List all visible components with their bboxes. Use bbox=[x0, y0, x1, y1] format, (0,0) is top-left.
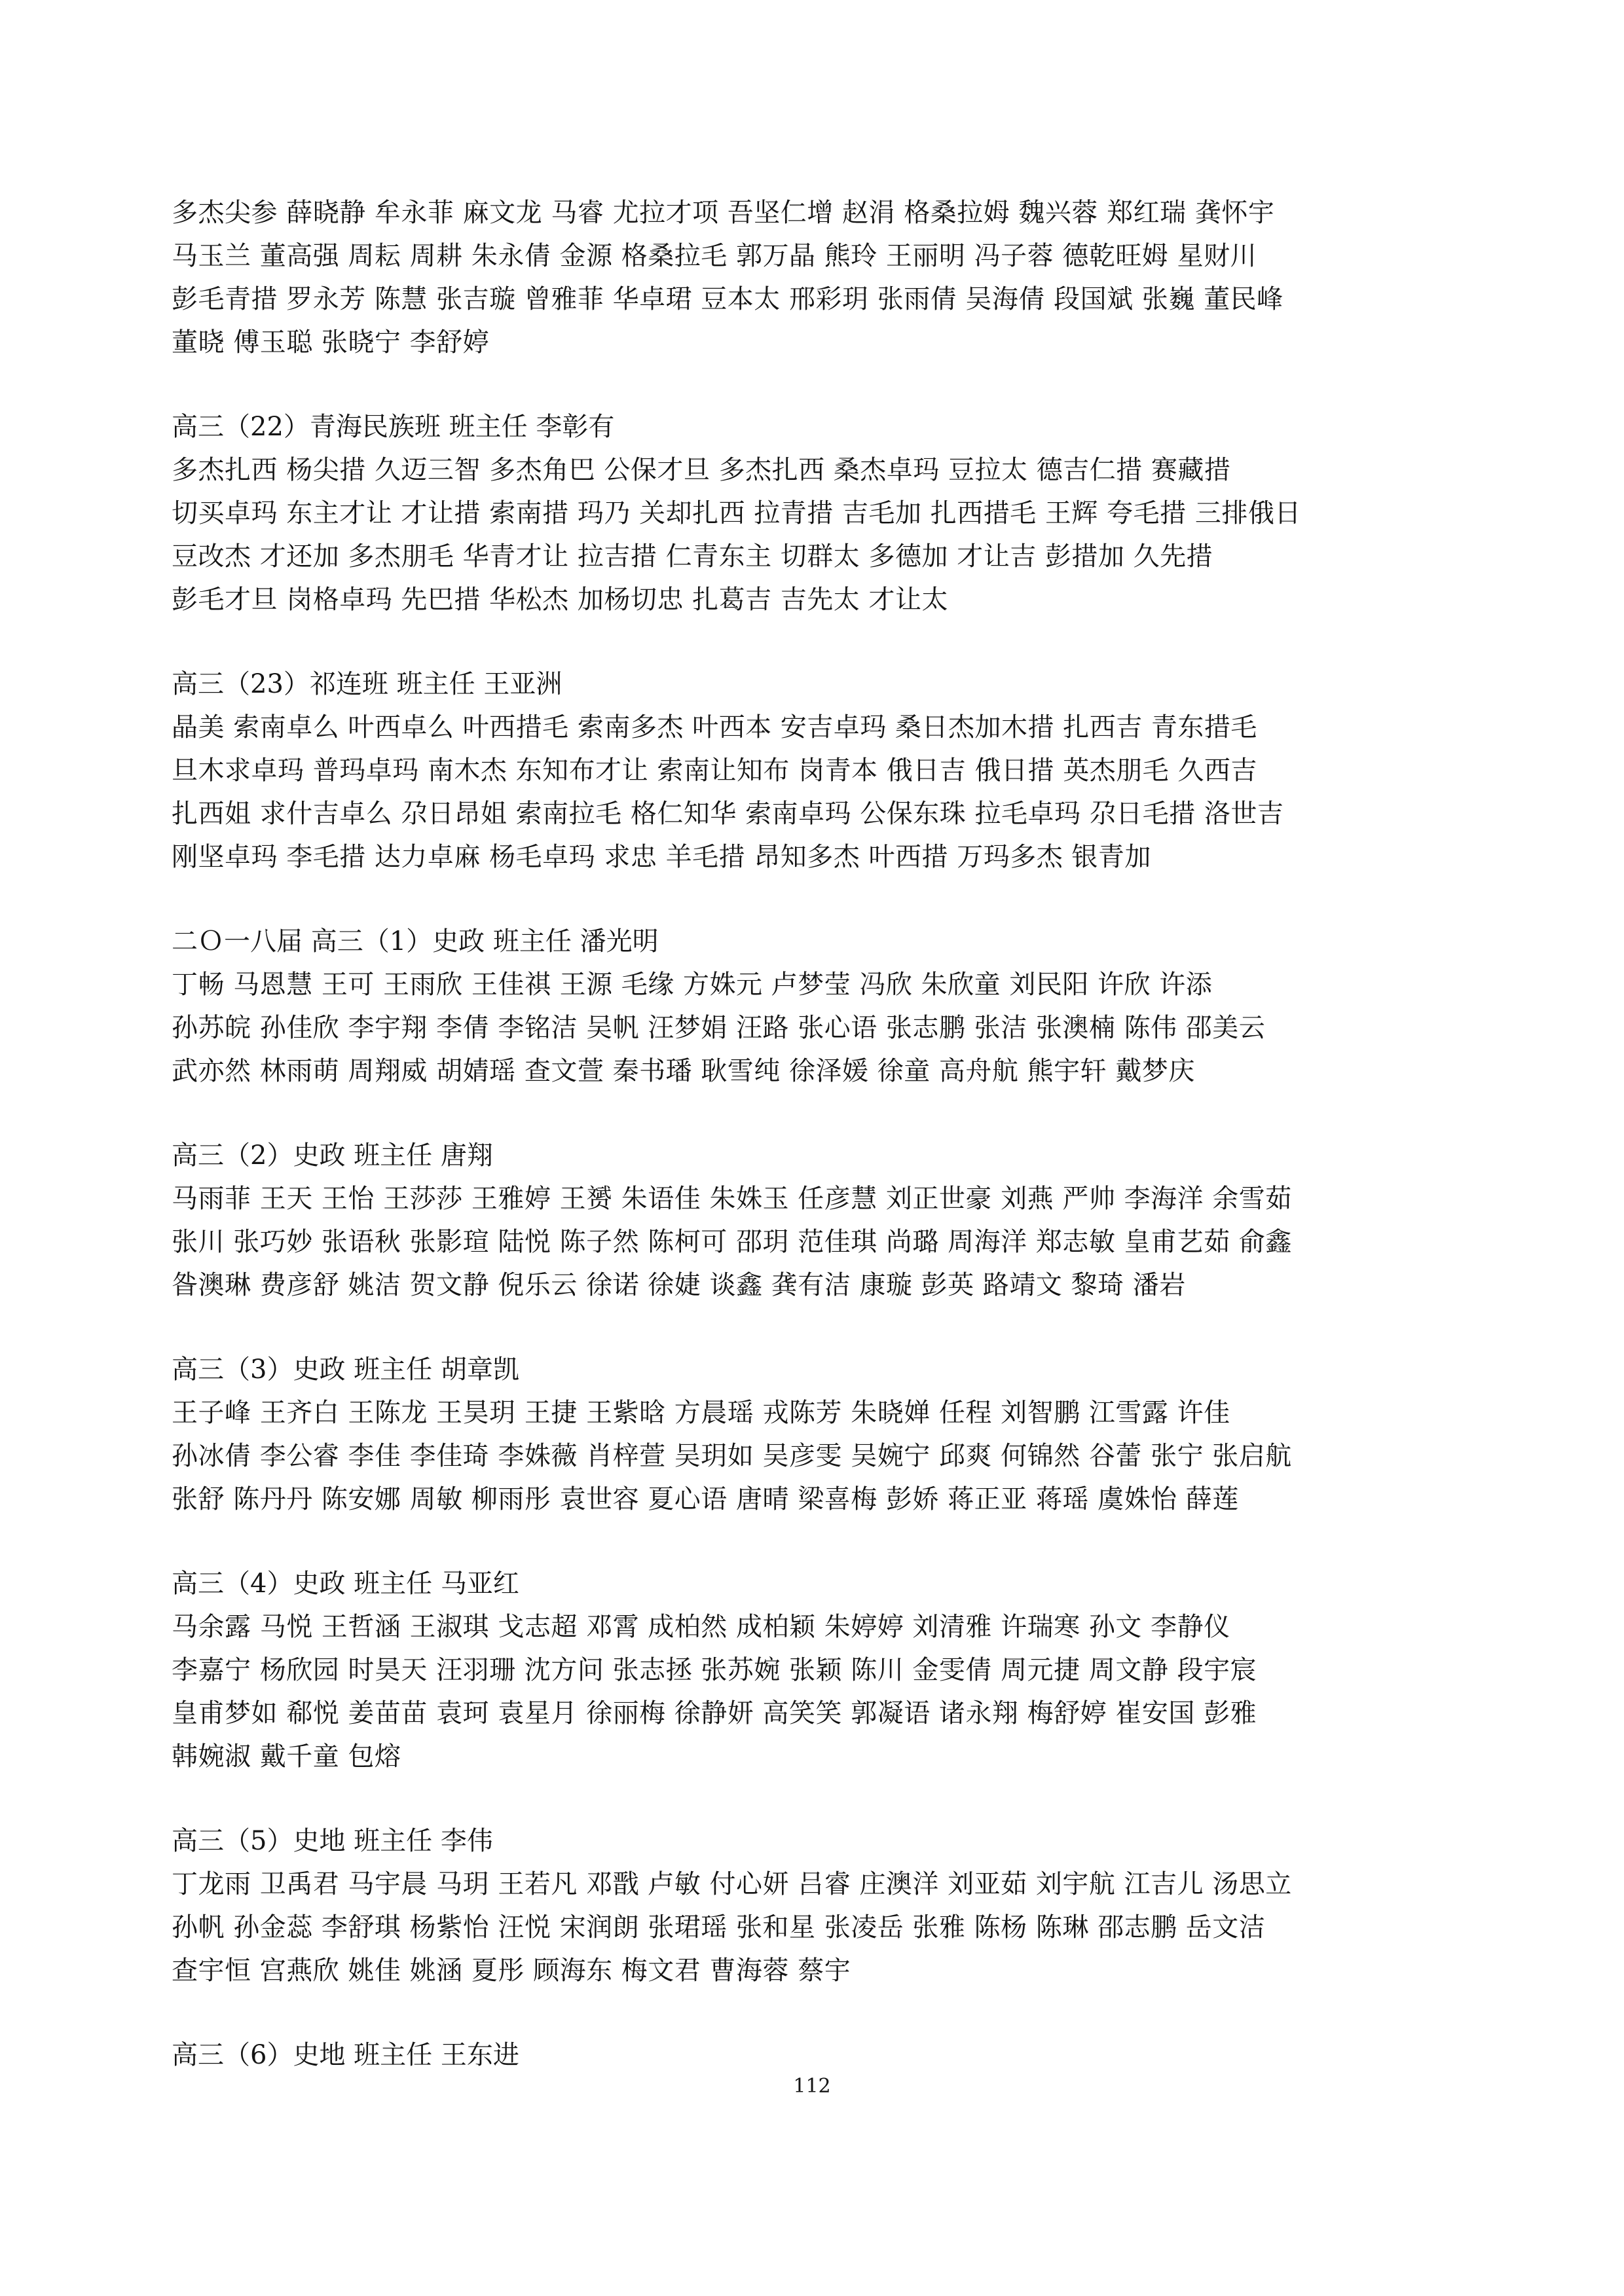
name-line: 多杰扎西 杨尖措 久迈三智 多杰角巴 公保才旦 多杰扎西 桑杰卓玛 豆拉太 德吉仁措 赛藏措 bbox=[172, 455, 1231, 485]
name-line: 扎西姐 求什吉卓么 尕日昂姐 索南拉毛 格仁知华 索南卓玛 公保东珠 拉毛卓玛 尕日毛措 洛世吉 bbox=[172, 799, 1284, 829]
name-line: 李嘉宁 杨欣园 时昊天 汪羽珊 沈方问 张志拯 张苏婉 张颖 陈川 金雯倩 周元捷 周文静 段宇宸 bbox=[172, 1655, 1257, 1685]
name-line: 皇甫梦如 郗悦 姜苗苗 袁珂 袁星月 徐丽梅 徐静妍 高笑笑 郭凝语 诸永翔 梅舒婷 崔安国 彭雅 bbox=[172, 1698, 1257, 1728]
class-section bbox=[172, 2033, 1475, 2077]
name-line: 彭毛青措 罗永芳 陈慧 张吉璇 曾雅菲 华卓珺 豆本太 邢彩玥 张雨倩 吴海倩 段国斌 张巍 董民峰 bbox=[172, 284, 1283, 314]
name-line: 晶美 索南卓么 叶西卓么 叶西措毛 索南多杰 叶西本 安吉卓玛 桑日杰加木措 扎西吉 青东措毛 bbox=[172, 712, 1257, 742]
class-header: 高三（6）史地 班主任 王东进 bbox=[172, 2040, 519, 2070]
class-header: 高三（23）祁连班 班主任 王亚洲 bbox=[172, 669, 563, 699]
roster-content bbox=[172, 191, 1475, 2077]
name-line: 王子峰 王齐白 王陈龙 王昊玥 王捷 王紫晗 方晨瑶 戎陈芳 朱晓婵 任程 刘智鹏 江雪露 许佳 bbox=[172, 1398, 1230, 1428]
name-line: 马玉兰 董高强 周耘 周耕 朱永倩 金源 格桑拉毛 郭万晶 熊玲 王丽明 冯子蓉 德乾旺姆 星财川 bbox=[172, 241, 1257, 271]
class-section bbox=[172, 1348, 1475, 1521]
name-line: 孙苏皖 孙佳欣 李宇翔 李倩 李铭洁 吴帆 汪梦娟 汪路 张心语 张志鹏 张洁 张澳楠 陈伟 邵美云 bbox=[172, 1013, 1266, 1043]
name-line: 马雨菲 王天 王怡 王莎莎 王雅婷 王赟 朱语佳 朱姝玉 任彦慧 刘正世豪 刘燕 严帅 李海洋 余雪茹 bbox=[172, 1184, 1292, 1214]
name-line: 多杰尖参 薛晓静 牟永菲 麻文龙 马睿 尤拉才项 吾坚仁增 赵涓 格桑拉姆 魏兴蓉 郑红瑞 龚怀宇 bbox=[172, 198, 1275, 228]
class-section bbox=[172, 405, 1475, 621]
name-line: 韩婉淑 戴千童 包熔 bbox=[172, 1741, 401, 1772]
name-line: 武亦然 林雨萌 周翔威 胡婧瑶 查文萱 秦书璠 耿雪纯 徐泽媛 徐童 高舟航 熊宇轩 戴梦庆 bbox=[172, 1056, 1195, 1086]
class-header: 高三（5）史地 班主任 李伟 bbox=[172, 1826, 493, 1856]
page-number: 112 bbox=[793, 2075, 831, 2098]
name-line: 董晓 傅玉聪 张晓宁 李舒婷 bbox=[172, 327, 490, 357]
name-line: 查宇恒 宫燕欣 姚佳 姚涵 夏彤 顾海东 梅文君 曹海蓉 蔡宇 bbox=[172, 1956, 851, 1986]
name-line: 旦木求卓玛 普玛卓玛 南木杰 东知布才让 索南让知布 岗青本 俄日吉 俄日措 英杰朋毛 久西吉 bbox=[172, 756, 1257, 786]
name-line: 彭毛才旦 岗格卓玛 先巴措 华松杰 加杨切忠 扎葛吉 吉先太 才让太 bbox=[172, 585, 949, 615]
name-line: 切买卓玛 东主才让 才让措 索南措 玛乃 关却扎西 拉青措 吉毛加 扎西措毛 王辉 夸毛措 三排俄日 bbox=[172, 498, 1301, 528]
continuation-block bbox=[172, 191, 1475, 364]
class-section bbox=[172, 1819, 1475, 1992]
name-line: 张川 张巧妙 张语秋 张影瑄 陆悦 陈子然 陈柯可 邵玥 范佳琪 尚璐 周海洋 郑志敏 皇甫艺茹 俞鑫 bbox=[172, 1227, 1292, 1257]
name-line: 昝澳琳 费彦舒 姚洁 贺文静 倪乐云 徐诺 徐婕 谈鑫 龚有洁 康璇 彭英 路靖文 黎琦 潘岩 bbox=[172, 1270, 1186, 1300]
name-line: 马余露 马悦 王哲涵 王淑琪 戈志超 邓霄 成柏然 成柏颖 朱婷婷 刘清雅 许瑞寒 孙文 李静仪 bbox=[172, 1612, 1230, 1642]
class-section bbox=[172, 1134, 1475, 1307]
name-line: 丁龙雨 卫禹君 马宇晨 马玥 王若凡 邓戬 卢敏 付心妍 吕睿 庄澳洋 刘亚茹 刘宇航 江吉儿 汤思立 bbox=[172, 1869, 1292, 1899]
class-header: 高三（22）青海民族班 班主任 李彰有 bbox=[172, 412, 615, 442]
class-header: 高三（3）史政 班主任 胡章凯 bbox=[172, 1355, 519, 1385]
class-header: 高三（4）史政 班主任 马亚红 bbox=[172, 1569, 519, 1599]
name-line: 张舒 陈丹丹 陈安娜 周敏 柳雨彤 袁世容 夏心语 唐晴 梁喜梅 彭娇 蒋正亚 蒋瑶 虞姝怡 薛莲 bbox=[172, 1484, 1239, 1514]
class-section bbox=[172, 663, 1475, 879]
name-line: 豆改杰 才还加 多杰朋毛 华青才让 拉吉措 仁青东主 切群太 多德加 才让吉 彭措加 久先措 bbox=[172, 541, 1213, 572]
class-header: 二Ｏ一八届 高三（1）史政 班主任 潘光明 bbox=[172, 926, 659, 957]
class-section bbox=[172, 920, 1475, 1093]
name-line: 孙帆 孙金蕊 李舒琪 杨紫怡 汪悦 宋润朗 张珺瑶 张和星 张凌岳 张雅 陈杨 陈琳 邵志鹏 岳文洁 bbox=[172, 1912, 1266, 1942]
name-line: 孙冰倩 李公睿 李佳 李佳琦 李姝薇 肖梓萱 吴玥如 吴彦雯 吴婉宁 邱爽 何锦然 谷蕾 张宁 张启航 bbox=[172, 1441, 1292, 1471]
name-line: 刚坚卓玛 李毛措 达力卓麻 杨毛卓玛 求忠 羊毛措 昂知多杰 叶西措 万玛多杰 银青加 bbox=[172, 842, 1151, 872]
name-line: 丁畅 马恩慧 王可 王雨欣 王佳祺 王源 毛缘 方姝元 卢梦莹 冯欣 朱欣童 刘民阳 许欣 许添 bbox=[172, 970, 1213, 1000]
class-section bbox=[172, 1562, 1475, 1778]
class-header: 高三（2）史政 班主任 唐翔 bbox=[172, 1140, 493, 1171]
